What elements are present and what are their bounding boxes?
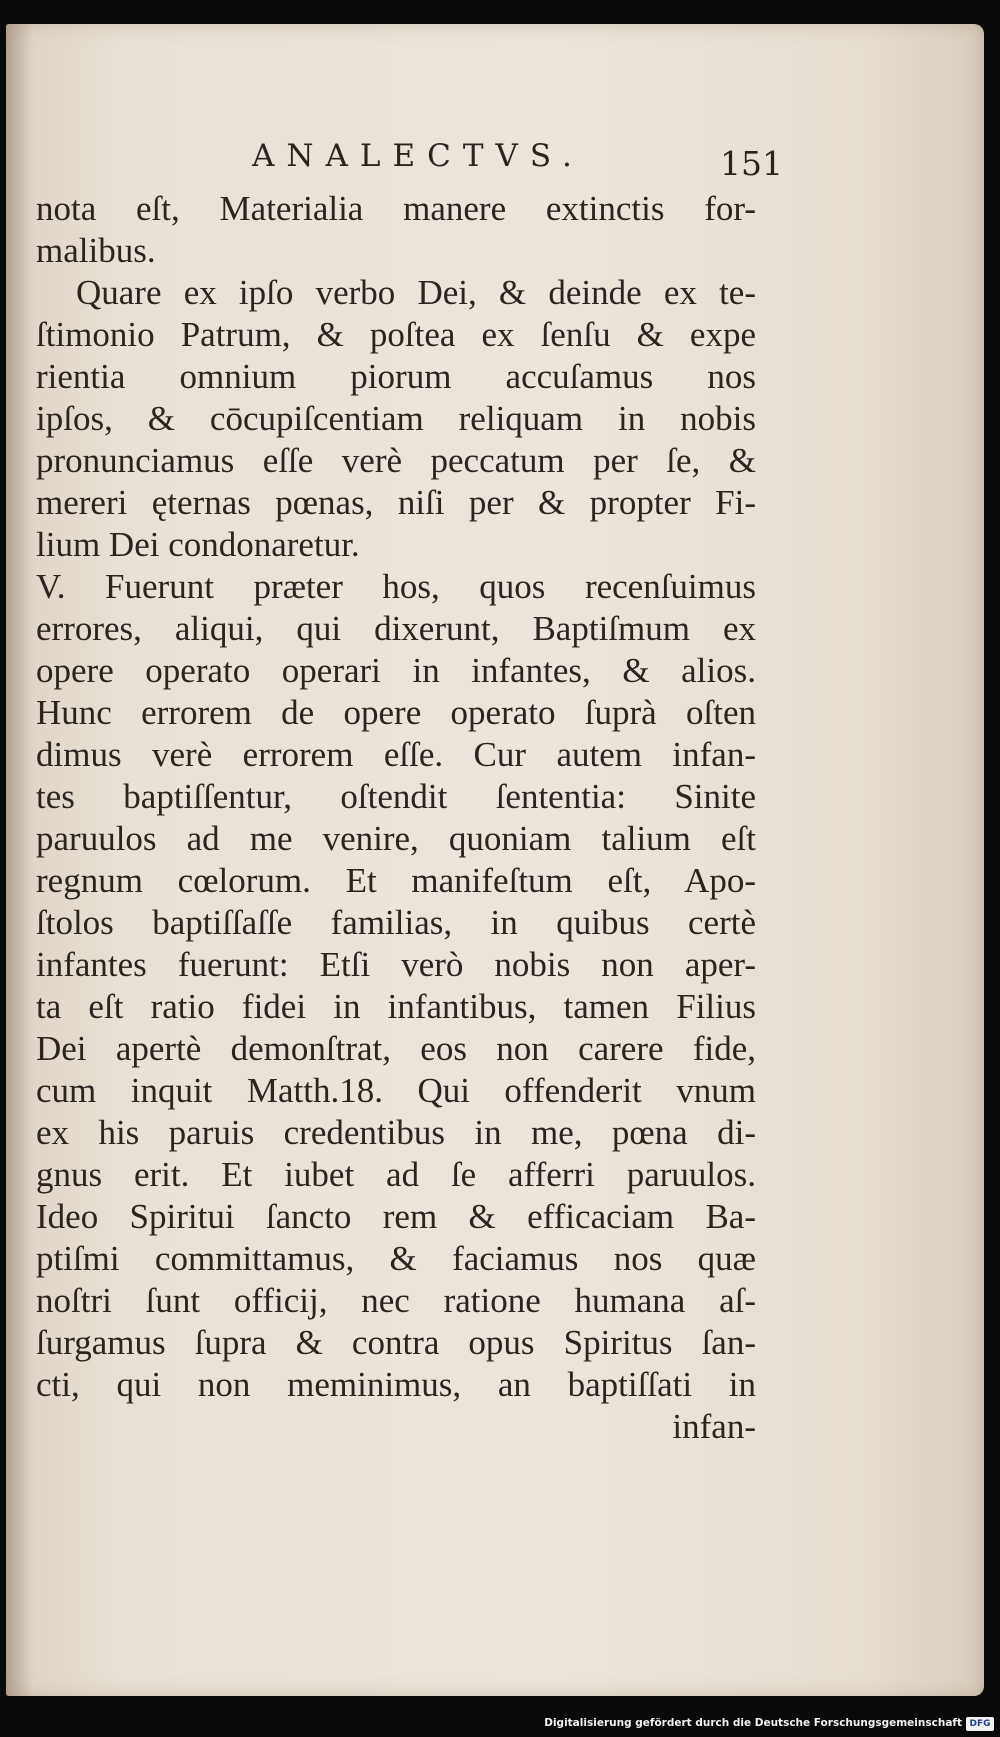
text-line: cum inquit Matth.18. Qui offenderit vnum <box>36 1071 756 1110</box>
text-line: cti, qui non meminimus, an baptiſſati in <box>36 1365 756 1404</box>
text-line: regnum cœlorum. Et manifeſtum eſt, Apo- <box>36 861 756 900</box>
text-line: nota eſt, Materialia manere extinctis for- <box>36 189 756 228</box>
page-number: 151 <box>720 144 783 183</box>
text-line: tes baptiſſentur, oſtendit ſententia: Sinite <box>36 777 756 816</box>
text-line: Hunc errorem de opere operato ſuprà oſten <box>36 693 756 732</box>
text-line: lium Dei condonaretur. <box>36 525 360 564</box>
text-line: gnus erit. Et iubet ad ſe afferri paruulos. <box>36 1155 756 1194</box>
body-text <box>36 188 756 1448</box>
text-line: ſurgamus ſupra & contra opus Spiritus ſan- <box>36 1323 756 1362</box>
page-header <box>6 120 984 183</box>
running-title: ANALECTVS. <box>252 138 584 174</box>
catchword: infan- <box>672 1407 756 1446</box>
text-line: malibus. <box>36 231 156 270</box>
text-line: dimus verè errorem eſſe. Cur autem infan- <box>36 735 756 774</box>
text-line: infantes fuerunt: Etſi verò nobis non aper- <box>36 945 756 984</box>
funding-credit: Digitalisierung gefördert durch die Deutsche Forschungsgemeinschaft <box>544 1717 962 1729</box>
book-page <box>6 24 984 1696</box>
text-line: ipſos, & cōcupiſcentiam reliquam in nobis <box>36 399 756 438</box>
text-line: pronunciamus eſſe verè peccatum per ſe, & <box>36 441 756 480</box>
text-line: V. Fuerunt præter hos, quos recenſuimus <box>36 567 756 606</box>
text-line: paruulos ad me venire, quoniam talium eſt <box>36 819 756 858</box>
text-line: ſtimonio Patrum, & poſtea ex ſenſu & expe <box>36 315 756 354</box>
text-line: Ideo Spiritui ſancto rem & efficaciam Ba- <box>36 1197 756 1236</box>
text-line: errores, aliqui, qui dixerunt, Baptiſmum ex <box>36 609 756 648</box>
text-line: rientia omnium piorum accuſamus nos <box>36 357 756 396</box>
text-line: ptiſmi committamus, & faciamus nos quæ <box>36 1239 756 1278</box>
digitization-footer <box>0 1707 1000 1737</box>
text-line: ex his paruis credentibus in me, pœna di- <box>36 1113 756 1152</box>
text-line: ſtolos baptiſſaſſe familias, in quibus certè <box>36 903 756 942</box>
text-line: Dei apertè demonſtrat, eos non carere fide, <box>36 1029 756 1068</box>
dfg-logo: DFG <box>966 1717 994 1731</box>
text-line: noſtri ſunt officij, nec ratione humana aſ- <box>36 1281 756 1320</box>
text-line: ta eſt ratio fidei in infantibus, tamen Filius <box>36 987 756 1026</box>
text-line: mereri ęternas pœnas, niſi per & propter Fi- <box>36 483 756 522</box>
text-line: Quare ex ipſo verbo Dei, & deinde ex te- <box>76 273 756 312</box>
text-line: opere operato operari in infantes, & alios. <box>36 651 756 690</box>
